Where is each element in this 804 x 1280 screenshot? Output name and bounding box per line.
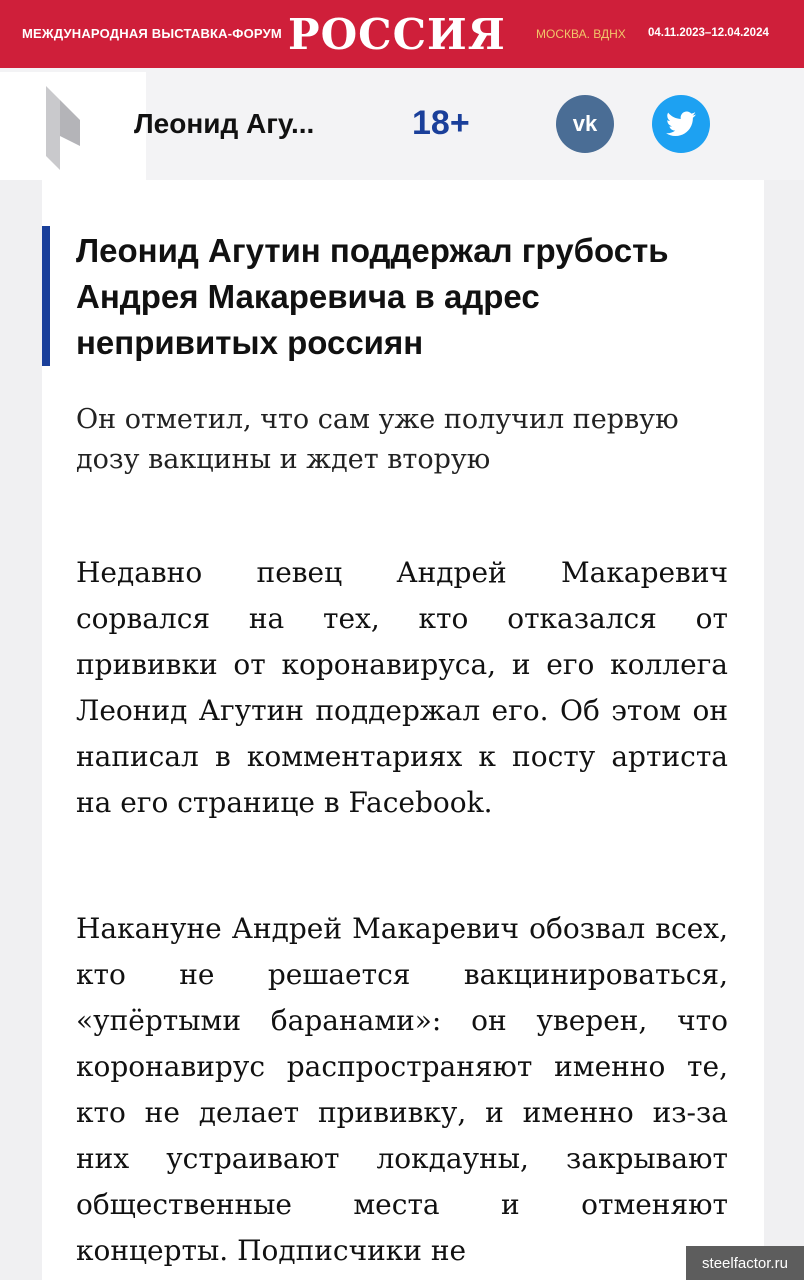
expo-banner[interactable] (0, 0, 804, 68)
page-title: Леонид Агу... (134, 108, 315, 139)
article-paragraph: Накануне Андрей Макаревич обозвал всех, кто не решается вакцинироваться, «упёртыми баранами»: он уверен, что коронавирус распространяют именно те, кто не делает прививку, и именно из-за них устраивают локдауны, закрывают общественные места и отменяют концерты. Подписчики не (76, 912, 728, 1267)
expo-dates: 04.11.2023–12.04.2024 (648, 27, 769, 39)
twitter-share-button[interactable] (652, 95, 710, 153)
expo-place: МОСКВА. ВДНХ (536, 27, 626, 41)
article-headline: Леонид Агутин поддержал грубость Андрея Макаревича в адрес непривитых россиян (76, 232, 669, 361)
russia-logo: РОССИЯ (288, 10, 506, 59)
article-paragraph: Недавно певец Андрей Макаревич сорвался на тех, кто отказался от прививки от коронавируса, и его коллега Леонид Агутин поддержал его. Об этом он написал в комментариях к посту артиста на его странице в Facebook. (76, 556, 728, 819)
article-card (42, 180, 764, 1280)
expo-label: МЕЖДУНАРОДНАЯ ВЫСТАВКА-ФОРУМ (22, 26, 282, 41)
twitter-icon (666, 111, 696, 137)
age-rating-badge: 18+ (412, 104, 470, 142)
site-logo[interactable] (0, 72, 146, 180)
headline-accent-bar (42, 226, 50, 366)
site-logo-icon (40, 86, 84, 170)
vk-icon: vk (572, 111, 598, 136)
article-lead: Он отметил, что сам уже получил первую дозу вакцины и ждет вторую (76, 404, 679, 475)
site-header (0, 68, 804, 180)
vk-share-button[interactable] (556, 95, 614, 153)
source-watermark: steelfactor.ru (686, 1246, 804, 1280)
